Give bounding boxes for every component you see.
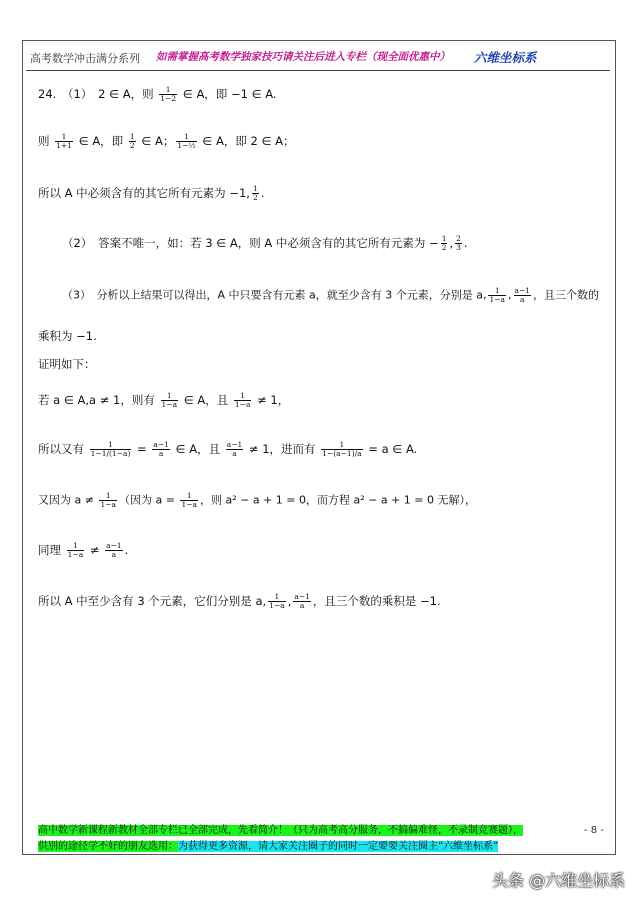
watermark: 头条 @六维坐标系 <box>492 871 626 890</box>
proof-heading: 证明如下： <box>38 357 96 371</box>
proof-line-2: 所以又有 $\frac{1}{1-1/(1-a)}$ = $\frac{a-1}{a}$ ∈ A，且 $\frac{a-1}{a}$ ≠ 1，进而有 $\frac{1}{1-(a-1)/a}$ = a ∈ A. <box>38 440 418 458</box>
fraction: $\frac{a-1}{a}$ <box>226 440 243 458</box>
fraction: $\frac{1}{1+1}$ <box>56 132 72 150</box>
fraction: $\frac{1}{1-a}$ <box>489 286 506 304</box>
fraction: $\frac{1}{1-a}$ <box>181 491 197 509</box>
fraction: $\frac{1}{1-(a-1)/a}$ <box>322 440 362 458</box>
proof-line-4: 同理 $\frac{1}{1-a}$ ≠ $\frac{a-1}{a}$ . <box>38 541 129 559</box>
proof-conclusion: 所以 A 中至少含有 3 个元素，它们分别是 a, $\frac{1}{1-a}$ , $\frac{a-1}{a}$ ，且三个数的乘积是 −1. <box>38 592 441 610</box>
fraction: $\frac{1}{\text{1−½}}$ <box>177 132 196 150</box>
header-series-title: 高考数学冲击满分系列 <box>30 52 140 65</box>
header-promo-text: 如需掌握高考数学独家技巧请关注后进入专栏（现全面优惠中） <box>156 51 450 63</box>
solution-part-3: （3） 分析以上结果可以得出，A 中只要含有元素 a，就至少含有 3 个元素，分别是 a, $\frac{1}{1-a}$ , $\frac{a-1}{a}$ ，且三个数的 <box>62 286 600 304</box>
fraction: $\frac{1}{2}$ <box>252 184 258 202</box>
fraction: $\frac{a-1}{a}$ <box>294 592 310 610</box>
fraction: $\frac{1}{1-a}$ <box>161 391 178 409</box>
fraction: $\frac{a-1}{a}$ <box>106 541 122 559</box>
fraction: $\frac{1}{2}$ <box>441 234 447 252</box>
fraction: $\frac{1}{1-2}$ <box>160 85 177 103</box>
fraction: $\frac{a-1}{a}$ <box>514 286 531 304</box>
fraction: $\frac{a-1}{a}$ <box>153 440 169 458</box>
page-header <box>26 48 616 66</box>
page-number: - 8 - <box>584 825 604 836</box>
solution-line-2: 则 $\frac{1}{1+1}$ ∈ A，即 $\frac{1}{2}$ ∈ A； $\frac{1}{\text{1−½}}$ ∈ A，即 2 ∈ A； <box>38 132 295 150</box>
fraction: $\frac{1}{1-1/(1-a)}$ <box>90 440 131 458</box>
solution-part-2: （2） 答案不唯一，如：若 3 ∈ A，则 A 中必须含有的其它所有元素为 − $\frac{1}{2}$ , $\frac{2}{3}$ . <box>62 234 468 252</box>
header-divider <box>26 70 610 71</box>
header-brand: 六维坐标系 <box>474 50 537 65</box>
fraction: $\frac{2}{3}$ <box>456 234 461 252</box>
solution-line-1: 24. （1） 2 ∈ A，则 $\frac{1}{1-2}$ ∈ A，即 −1 ∈ A. <box>38 85 277 103</box>
fraction: $\frac{1}{1-a}$ <box>67 541 84 559</box>
proof-line-3: 又因为 a ≠ $\frac{1}{1-a}$ （因为 a = $\frac{1}{1-a}$ ，则 a² − a + 1 = 0，而方程 a² − a + 1 = 0 无解）， <box>38 491 476 509</box>
fraction: $\frac{1}{1-a}$ <box>234 391 251 409</box>
fraction: $\frac{1}{2}$ <box>129 132 135 150</box>
footer-promo-line-2a: 供别的途径学不好的朋友选用 <box>38 841 168 852</box>
footer-promo-line-2b: 为获得更多资源，请大家关注圈子的同时一定要要关注圈主“六维坐标系” <box>178 841 499 852</box>
proof-line-1: 若 a ∈ A,a ≠ 1，则有 $\frac{1}{1-a}$ ∈ A，且 $\frac{1}{1-a}$ ≠ 1， <box>38 391 290 409</box>
solution-line-3: 所以 A 中必须含有的其它所有元素为 −1, $\frac{1}{2}$ . <box>38 184 265 202</box>
fraction: $\frac{1}{1-a}$ <box>269 592 285 610</box>
footer-promo: 高中数学新课程新教材全部专栏已全部完成，先看简介！（只为高考高分服务，不搞偏难怪，不录制竞赛题）， 供别的途径学不好的朋友选用：为获得更多资源，请大家关注圈子的同时一定要要关注圈主“六维坐标系” <box>38 825 523 852</box>
footer-promo-line-1: 高中数学新课程新教材全部专栏已全部完成，先看简介！（只为高考高分服务，不搞偏难怪，不录制竞赛题）， <box>38 825 523 836</box>
fraction: $\frac{1}{1-a}$ <box>100 491 116 509</box>
solution-line-product: 乘积为 −1. <box>38 329 97 343</box>
